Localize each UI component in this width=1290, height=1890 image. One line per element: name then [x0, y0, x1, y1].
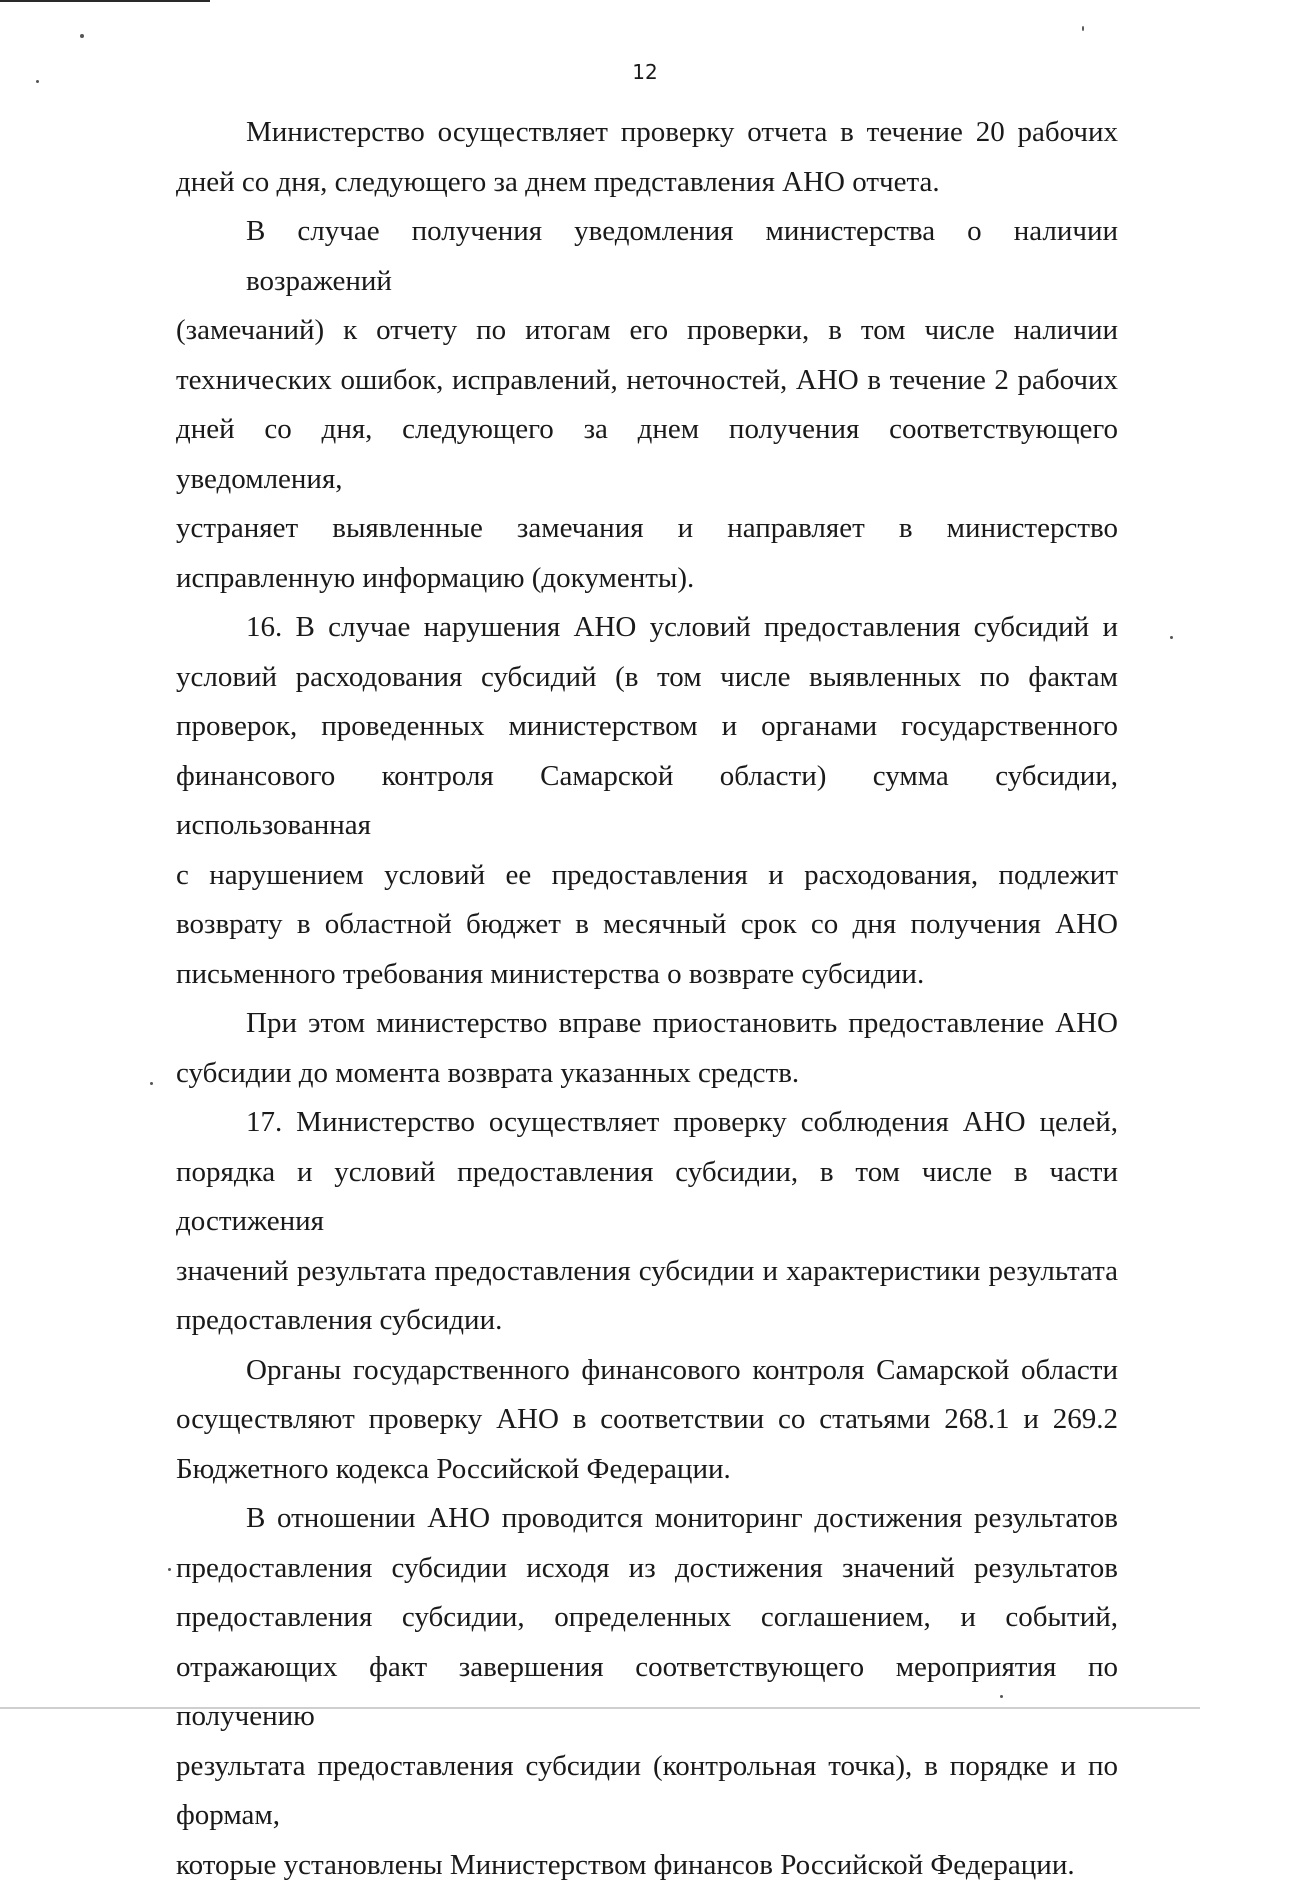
- paragraph: [176, 1494, 1118, 1890]
- text-line: отражающих факт завершения соответствующего мероприятия по получению: [176, 1643, 1118, 1742]
- text-line: дней со дня, следующего за днем представления АНО отчета.: [176, 158, 1118, 208]
- paragraph: [176, 207, 1118, 603]
- text-line: финансового контроля Самарской области) сумма субсидии, использованная: [176, 752, 1118, 851]
- scan-speck: [1082, 26, 1084, 31]
- paragraph: [176, 603, 1118, 999]
- paragraph: [176, 1098, 1118, 1346]
- text-line: с нарушением условий ее предоставления и расходования, подлежит: [176, 851, 1118, 901]
- scan-speck: [80, 34, 84, 38]
- text-line: При этом министерство вправе приостановить предоставление АНО: [176, 999, 1118, 1049]
- text-line: осуществляют проверку АНО в соответствии со статьями 268.1 и 269.2: [176, 1395, 1118, 1445]
- text-line: проверок, проведенных министерством и органами государственного: [176, 702, 1118, 752]
- text-line: которые установлены Министерством финансов Российской Федерации.: [176, 1841, 1118, 1890]
- paragraph: [176, 999, 1118, 1098]
- text-line: технических ошибок, исправлений, неточностей, АНО в течение 2 рабочих: [176, 356, 1118, 406]
- text-line: предоставления субсидии, определенных соглашением, и событий,: [176, 1593, 1118, 1643]
- paragraph: [176, 1346, 1118, 1495]
- page-number: 12: [0, 60, 1290, 84]
- scan-speck: [1170, 636, 1173, 639]
- text-line: результата предоставления субсидии (контрольная точка), в порядке и по формам,: [176, 1742, 1118, 1841]
- text-line: В случае получения уведомления министерства о наличии возражений: [176, 207, 1118, 306]
- text-line: предоставления субсидии.: [176, 1296, 1118, 1346]
- text-line: Органы государственного финансового контроля Самарской области: [176, 1346, 1118, 1396]
- paragraph: [176, 108, 1118, 207]
- text-line: условий расходования субсидий (в том числе выявленных по фактам: [176, 653, 1118, 703]
- text-line: дней со дня, следующего за днем получения соответствующего уведомления,: [176, 405, 1118, 504]
- scan-speck: [168, 1568, 171, 1571]
- text-line: Бюджетного кодекса Российской Федерации.: [176, 1445, 1118, 1495]
- scan-speck: [150, 1082, 153, 1085]
- text-line: 17. Министерство осуществляет проверку соблюдения АНО целей,: [176, 1098, 1118, 1148]
- text-line: письменного требования министерства о возврате субсидии.: [176, 950, 1118, 1000]
- text-line: (замечаний) к отчету по итогам его проверки, в том числе наличии: [176, 306, 1118, 356]
- text-line: предоставления субсидии исходя из достижения значений результатов: [176, 1544, 1118, 1594]
- text-line: 16. В случае нарушения АНО условий предоставления субсидий и: [176, 603, 1118, 653]
- text-line: субсидии до момента возврата указанных средств.: [176, 1049, 1118, 1099]
- text-line: порядка и условий предоставления субсидии, в том числе в части достижения: [176, 1148, 1118, 1247]
- text-line: возврату в областной бюджет в месячный срок со дня получения АНО: [176, 900, 1118, 950]
- document-body: [176, 108, 1118, 1890]
- scan-edge-top: [0, 0, 210, 2]
- text-line: значений результата предоставления субсидии и характеристики результата: [176, 1247, 1118, 1297]
- text-line: В отношении АНО проводится мониторинг достижения результатов: [176, 1494, 1118, 1544]
- text-line: исправленную информацию (документы).: [176, 554, 1118, 604]
- text-line: Министерство осуществляет проверку отчета в течение 20 рабочих: [176, 108, 1118, 158]
- text-line: устраняет выявленные замечания и направляет в министерство: [176, 504, 1118, 554]
